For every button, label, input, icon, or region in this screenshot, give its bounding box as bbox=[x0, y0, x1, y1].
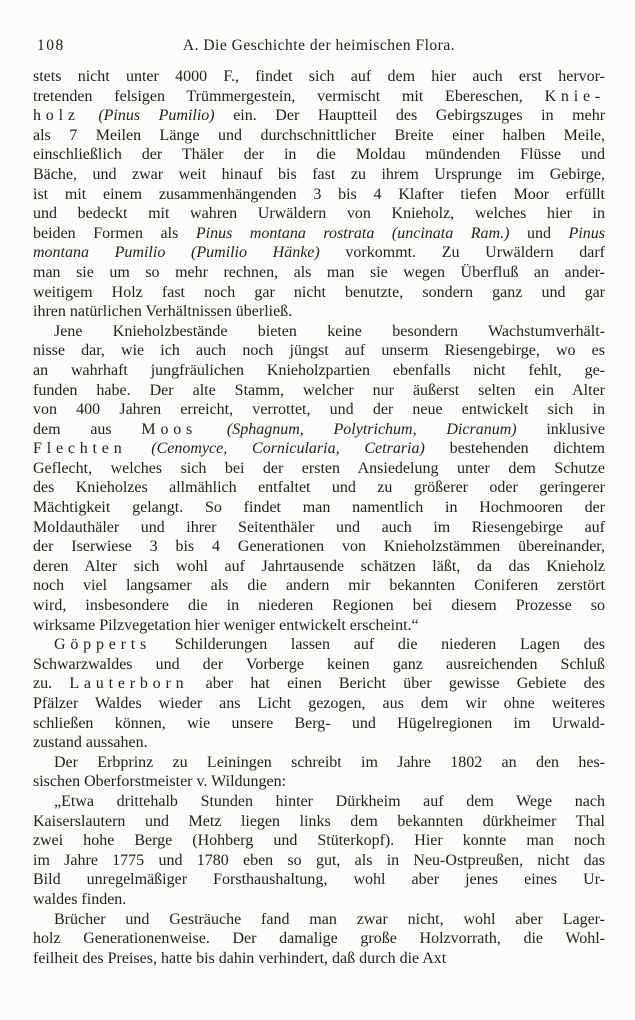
text-run: Pinus montana rostrata (uncinata Ram.) bbox=[195, 224, 510, 242]
text-run: zu. bbox=[33, 675, 70, 693]
text-run bbox=[80, 107, 99, 124]
text-run: Moos bbox=[141, 420, 198, 438]
text-run: Pfälzer Waldes wieder ans Licht gezogen, aus dem wir ohne weiteres bbox=[33, 695, 605, 712]
text-run: wird, insbesondere die in niederen Regionen bei diesem Prozesse so bbox=[33, 597, 605, 615]
text-run: inklusive bbox=[516, 420, 606, 438]
text-run: einschließlich der Thäler der in die Moldau mündenden Flüsse und bbox=[33, 146, 605, 164]
text-run: an wahrhaft jungfräulichen Knieholzpartien ebenfalls nicht fehlt, ge- bbox=[33, 361, 605, 379]
text-line bbox=[33, 400, 605, 420]
text-line bbox=[33, 792, 605, 812]
paragraph bbox=[33, 792, 605, 910]
text-line bbox=[33, 145, 605, 165]
text-run: vorkommt. Zu Urwäldern darf bbox=[319, 244, 605, 262]
text-run: der Iserwiese 3 bis 4 Generationen von Knieholzstämmen übereinander, bbox=[33, 538, 605, 556]
text-line bbox=[33, 851, 605, 871]
text-run: Schilderungen lassen auf die niederen Lagen des bbox=[151, 636, 605, 654]
text-run: Lauterborn bbox=[69, 675, 189, 693]
text-run: Geflecht, welches sich bei der ersten Ansiedelung unter dem Schutze bbox=[33, 459, 605, 477]
text-run: Kaiserslautern und Metz liegen links dem bekannten dürkheimer Thal bbox=[33, 812, 605, 830]
text-line bbox=[33, 302, 605, 322]
text-line bbox=[33, 322, 605, 342]
paragraph bbox=[33, 753, 605, 792]
paragraph bbox=[33, 67, 605, 322]
text-run: deren Alter sich wohl auf Jahrtausende schätzen läßt, da das Knieholz bbox=[33, 557, 605, 575]
text-line bbox=[33, 126, 605, 146]
text-run: im Jahre 1775 und 1780 eben so gut, als in Neu-Ostpreußen, nicht das bbox=[33, 851, 605, 869]
text-line bbox=[33, 341, 605, 361]
running-title: A. Die Geschichte der heimischen Flora. bbox=[182, 37, 456, 54]
text-line bbox=[33, 929, 605, 949]
text-run: Mächtigkeit gelangt. So findet man namentlich in Hochmooren der bbox=[33, 499, 605, 517]
text-run: ein. Der Hauptteil des Gebirgszuges in mehr bbox=[214, 107, 606, 125]
paragraph bbox=[33, 322, 605, 636]
text-line bbox=[33, 204, 605, 224]
text-line bbox=[33, 498, 605, 518]
text-run: stets nicht unter 4000 F., findet sich auf dem hier auch erst hervor- bbox=[33, 68, 605, 85]
text-run: Jene Knieholzbestände bieten keine besondern Wachstumverhält- bbox=[54, 322, 605, 340]
text-line bbox=[33, 557, 605, 577]
text-line bbox=[33, 635, 605, 655]
text-run: montana Pumilio (Pumilio Hänke) bbox=[33, 244, 320, 262]
text-line bbox=[33, 674, 605, 694]
text-run: bestehenden dichtem bbox=[424, 440, 605, 458]
text-run: weitigem Holz fast noch gar nicht benutzte, sondern ganz und gar bbox=[33, 283, 605, 301]
page-header bbox=[33, 37, 605, 55]
text-line bbox=[33, 518, 605, 538]
text-run: Moldauthäler und ihrer Seitenthäler und auch im Riesengebirge auf bbox=[33, 518, 605, 536]
text-run: zwei hohe Berge (Hohberg und Stüterkopf). Hier konnte man noch bbox=[33, 832, 605, 850]
text-line bbox=[33, 67, 605, 87]
text-line bbox=[33, 812, 605, 832]
text-run: von 400 Jahren erreicht, verrottet, und der neue entwickelt sich in bbox=[33, 401, 605, 419]
text-run: zustand aussahen. bbox=[33, 734, 148, 752]
text-run: aber hat einen Bericht über gewisse Gebiete des bbox=[188, 675, 605, 693]
text-line bbox=[33, 381, 605, 401]
text-run: feilheit des Preises, hatte bis dahin verhindert, daß durch die Axt bbox=[33, 949, 447, 967]
text-run: Pinus bbox=[568, 224, 605, 242]
text-line bbox=[33, 185, 605, 205]
text-run: holz Generationenweise. Der damalige große Holzvorrath, die Wohl- bbox=[33, 930, 605, 948]
text-line bbox=[33, 420, 605, 440]
text-run: Der Erbprinz zu Leiningen schreibt im Jahre 1802 an den hes- bbox=[54, 753, 605, 771]
text-run: Schwarzwaldes und der Vorberge keinen ganz ausreichenden Schluß bbox=[33, 655, 605, 673]
text-run: Brücher und Gesträuche fand man zwar nicht, wohl aber Lager- bbox=[54, 910, 605, 928]
text-line bbox=[33, 655, 605, 675]
text-run: ihren natürlichen Verhältnissen überließ. bbox=[33, 303, 293, 321]
text-run: Knie- bbox=[544, 87, 605, 105]
text-run: als 7 Meilen Länge und durchschnittlicher Breite einer halben Meile, bbox=[33, 126, 605, 144]
text-run: Göpperts bbox=[54, 636, 152, 654]
text-run: dem aus bbox=[33, 420, 142, 438]
text-line bbox=[33, 576, 605, 596]
text-line bbox=[33, 106, 605, 126]
text-run: und bbox=[509, 224, 569, 242]
text-run: sischen Oberforstmeister v. Wildungen: bbox=[33, 773, 287, 791]
text-line bbox=[33, 910, 605, 930]
text-run: funden habe. Der alte Stamm, welcher nur äußerst selten ein Alter bbox=[33, 381, 605, 399]
text-line bbox=[33, 439, 605, 459]
text-line bbox=[33, 224, 605, 244]
text-run: holz bbox=[33, 107, 80, 125]
text-run: man sie um so mehr rechnen, als man sie wegen Überfluß an ander- bbox=[33, 263, 605, 281]
text-run: und bedeckt mit wahren Urwäldern von Knieholz, welches hier in bbox=[33, 205, 605, 223]
text-block bbox=[33, 67, 605, 968]
text-line bbox=[33, 283, 605, 303]
text-run: Flechten bbox=[33, 440, 127, 458]
text-line bbox=[33, 596, 605, 616]
text-line bbox=[33, 694, 605, 714]
text-run: (Cenomyce, Cornicularia, Cetraria) bbox=[151, 440, 425, 458]
text-line bbox=[33, 753, 605, 773]
text-line bbox=[33, 890, 605, 910]
text-line bbox=[33, 87, 605, 107]
text-run: (Sphagnum, Polytrichum, Dicranum) bbox=[226, 420, 517, 438]
text-line bbox=[33, 714, 605, 734]
text-run: (Pinus Pumilio) bbox=[98, 107, 215, 125]
paragraph bbox=[33, 910, 605, 969]
text-run: noch viel langsamer als die andern mir bekannten Coniferen zerstört bbox=[33, 577, 605, 595]
text-line bbox=[33, 616, 605, 636]
text-line bbox=[33, 831, 605, 851]
text-run: tretenden felsigen Trümmergestein, vermischt mit Ebereschen, bbox=[33, 87, 545, 105]
text-line bbox=[33, 870, 605, 890]
text-run: „Etwa drittehalb Stunden hinter Dürkheim auf dem Wege nach bbox=[54, 792, 605, 810]
text-line bbox=[33, 459, 605, 479]
text-run: wirksame Pilzvegetation hier weniger entwickelt erscheint.“ bbox=[33, 616, 419, 634]
text-line bbox=[33, 949, 605, 969]
paragraph bbox=[33, 635, 605, 753]
text-run: Bild unregelmäßiger Forsthaushaltung, wohl aber jenes eines Ur- bbox=[33, 871, 605, 889]
text-run: ist mit einem zusammenhängenden 3 bis 4 Klafter tiefen Moor erfüllt bbox=[33, 185, 605, 203]
text-line bbox=[33, 165, 605, 185]
text-run: schließen können, wie unsere Berg- und Hügelregionen im Urwald- bbox=[33, 714, 605, 732]
text-line bbox=[33, 361, 605, 381]
text-run: des Knieholzes allmählich entfaltet und zu größerer oder geringerer bbox=[33, 479, 605, 497]
text-run bbox=[197, 421, 227, 438]
text-line bbox=[33, 537, 605, 557]
text-run: waldes finden. bbox=[33, 890, 127, 908]
text-line bbox=[33, 478, 605, 498]
text-line bbox=[33, 243, 605, 263]
text-run: Bäche, und zwar weit hinauf bis fast zu ihrem Ursprunge im Gebirge, bbox=[33, 165, 605, 183]
text-run: nisse dar, wie ich auch noch jüngst auf unserm Riesengebirge, wo es bbox=[33, 342, 605, 360]
text-line bbox=[33, 772, 605, 792]
text-line bbox=[33, 733, 605, 753]
text-run bbox=[127, 440, 152, 457]
text-run: beiden Formen als bbox=[33, 224, 196, 242]
page-number: 108 bbox=[37, 37, 65, 54]
text-line bbox=[33, 263, 605, 283]
